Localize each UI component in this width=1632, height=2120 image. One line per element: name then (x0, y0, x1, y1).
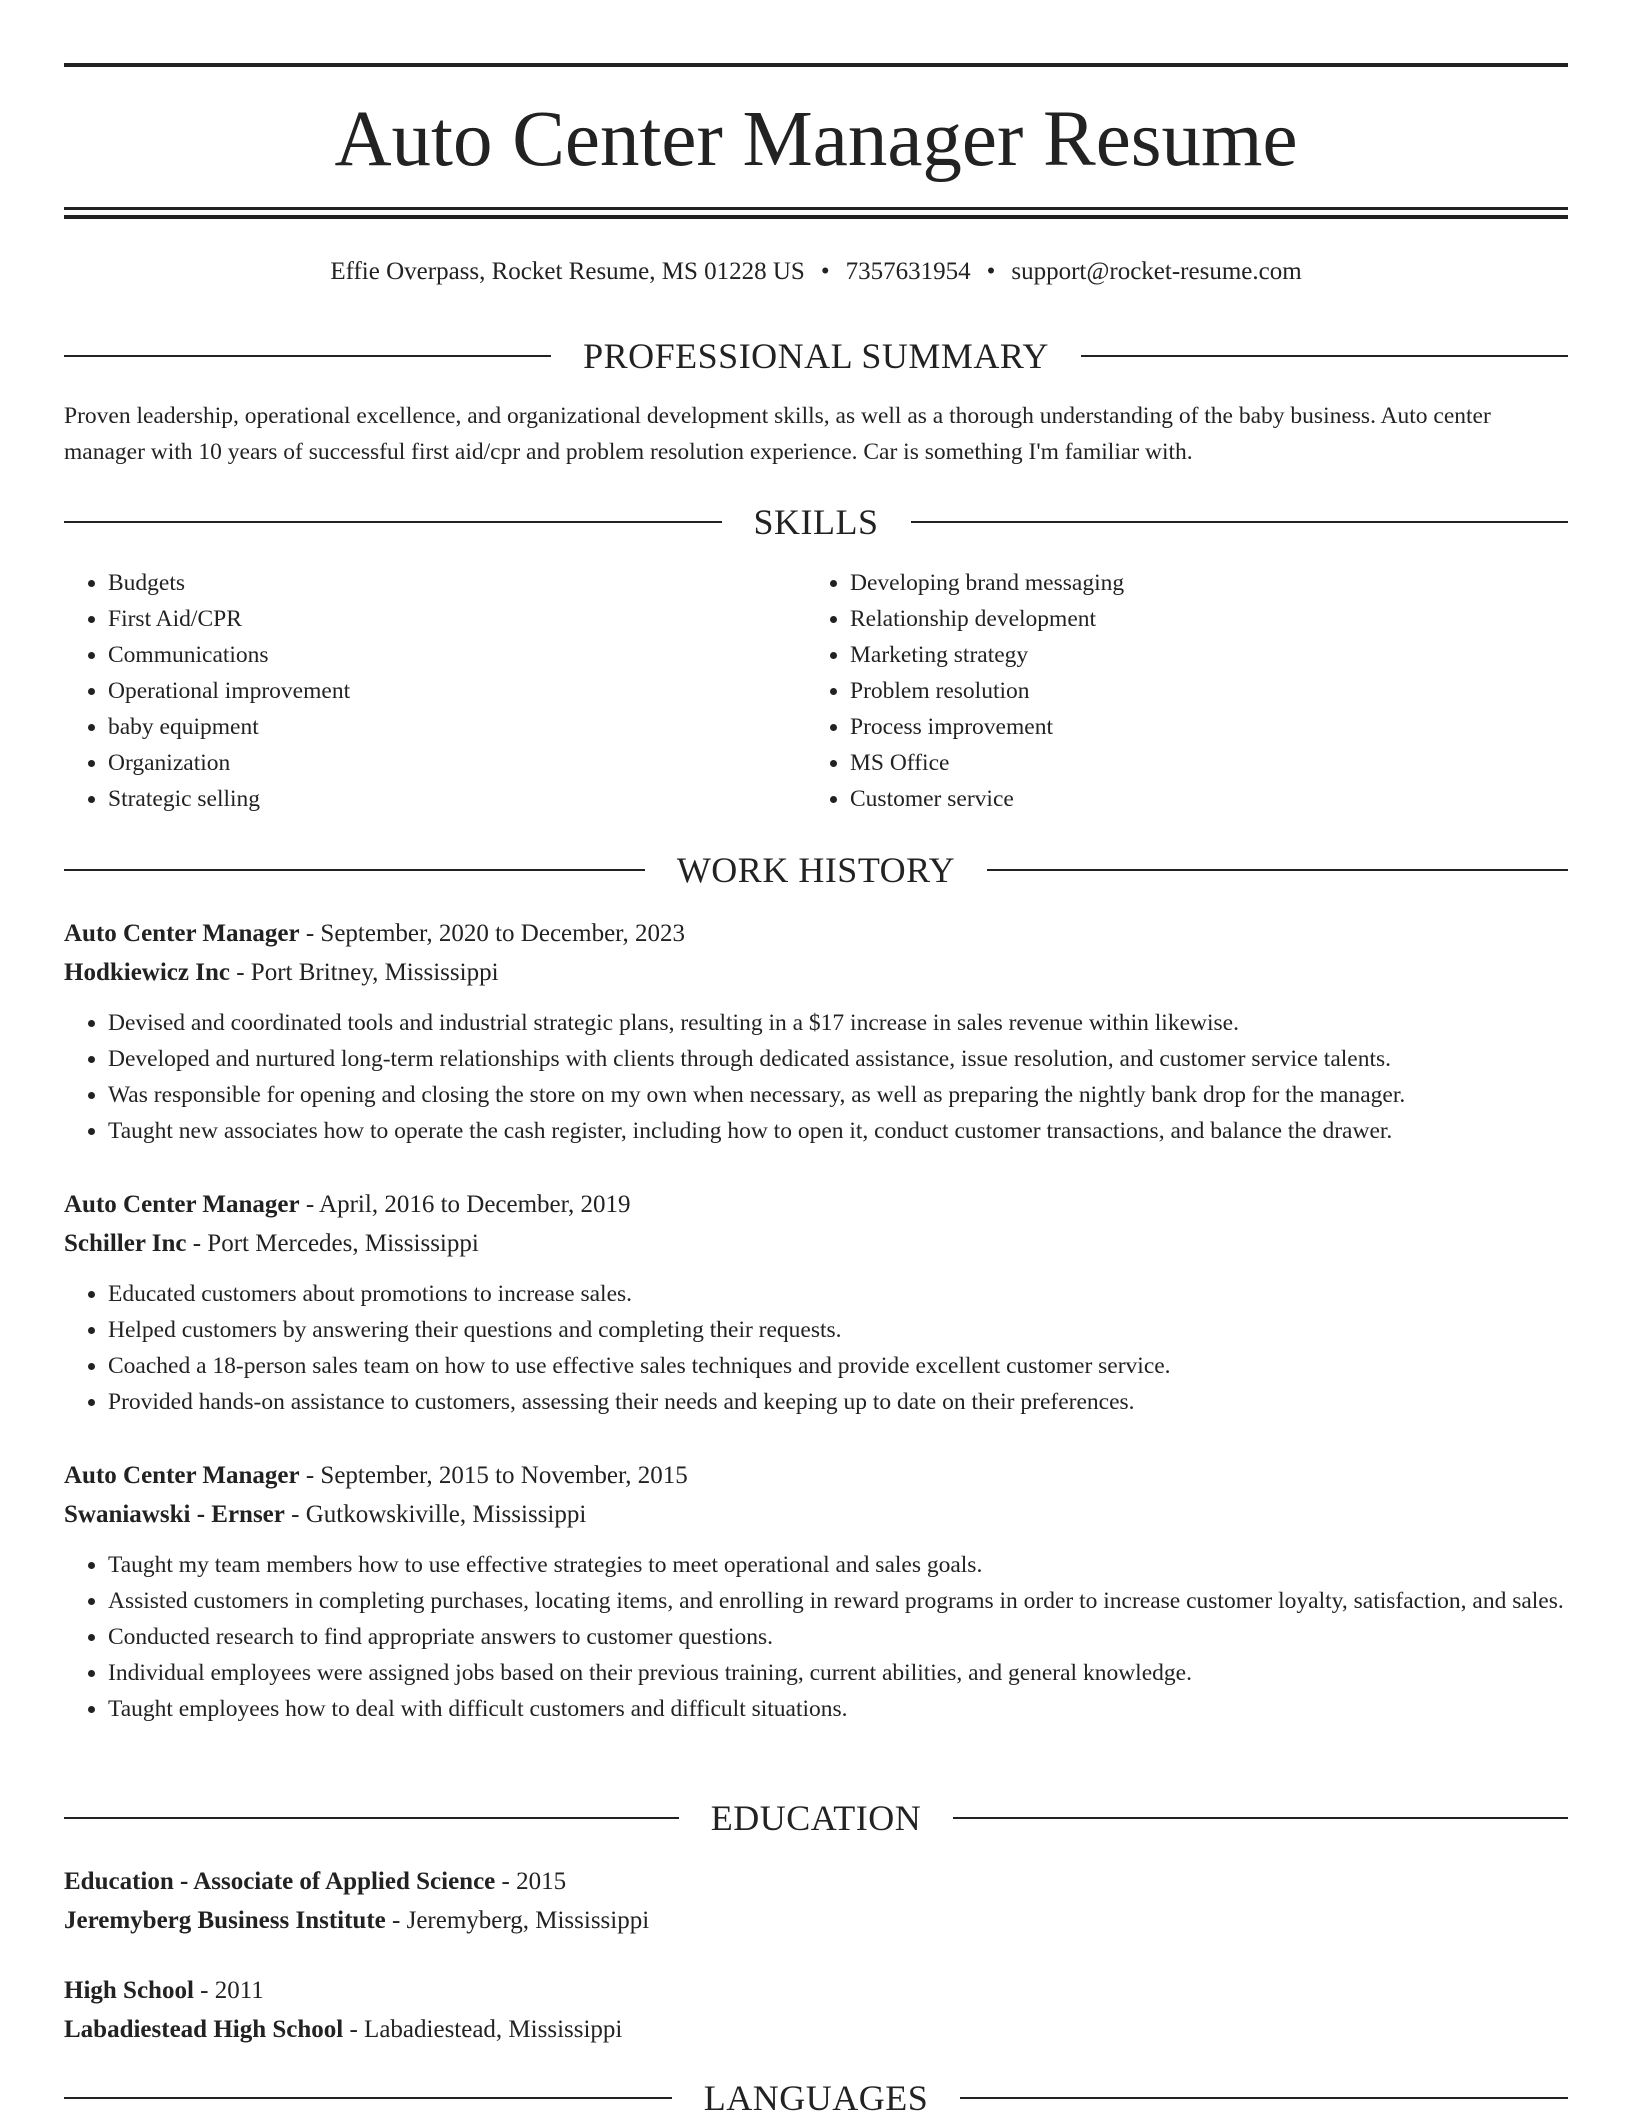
skill-item: • Operational improvement (108, 673, 806, 709)
section-header-summary (64, 334, 1568, 378)
job-title: Auto Center Manager (64, 1191, 300, 1218)
list-item: • Devised and coordinated tools and industrial strategic plans, resulting in a $17 increase in sales revenue within likewise. (108, 1005, 1568, 1041)
company-line (64, 1224, 1568, 1263)
skill-item: • baby equipment (108, 709, 806, 745)
job-dates: - September, 2015 to November, 2015 (299, 1462, 688, 1489)
section-rule (1081, 355, 1568, 357)
skill-item: • Communications (108, 637, 806, 673)
section-header-education (64, 1796, 1568, 1840)
job-dates: - April, 2016 to December, 2019 (299, 1191, 631, 1218)
skill-item: • First Aid/CPR (108, 601, 806, 637)
degree: High School (64, 1977, 194, 2004)
section-rule (64, 2097, 672, 2099)
skills-list (64, 565, 1568, 817)
company-location: - Port Mercedes, Mississippi (186, 1230, 479, 1257)
skill-item: • Customer service (850, 781, 1548, 817)
skill-item: • Budgets (108, 565, 806, 601)
job-bullets (64, 1276, 1568, 1420)
section-rule (987, 869, 1568, 871)
list-item: • Developed and nurtured long-term relationships with clients through dedicated assistance, issue resolution, and customer service talents. (108, 1041, 1568, 1077)
job-dates: - September, 2020 to December, 2023 (299, 920, 685, 947)
contact-separator: • (820, 258, 830, 285)
section-rule (64, 521, 722, 523)
school-name: Labadiestead High School (64, 2016, 344, 2043)
company-name: Schiller Inc (64, 1230, 187, 1257)
job-title-line (64, 1185, 1568, 1224)
list-item: • Helped customers by answering their questions and completing their requests. (108, 1312, 1568, 1348)
contact-address: Effie Overpass, Rocket Resume, MS 01228 US (330, 258, 805, 285)
school-name: Jeremyberg Business Institute (64, 1907, 386, 1934)
top-rule (64, 63, 1568, 67)
work-entry (64, 914, 1568, 1149)
company-line (64, 953, 1568, 992)
skill-item: • Strategic selling (108, 781, 806, 817)
list-item: • Taught employees how to deal with difficult customers and difficult situations. (108, 1691, 1568, 1727)
list-item: • Taught my team members how to use effective strategies to meet operational and sales goals. (108, 1547, 1568, 1583)
skill-item: • Marketing strategy (850, 637, 1548, 673)
company-line (64, 1495, 1568, 1534)
skill-item: • Problem resolution (850, 673, 1548, 709)
company-name: Swaniawski - Ernser (64, 1501, 285, 1528)
education-entry (64, 1862, 1568, 1940)
degree-line (64, 1971, 1568, 2010)
work-entry (64, 1456, 1568, 1727)
section-rule (953, 1817, 1568, 1819)
title-double-rule (64, 207, 1568, 219)
skill-item: • MS Office (850, 745, 1548, 781)
list-item: • Individual employees were assigned jobs based on their previous training, current abilities, and general knowledge. (108, 1655, 1568, 1691)
skill-item: • Developing brand messaging (850, 565, 1548, 601)
school-line (64, 2010, 1568, 2049)
section-header-languages (64, 2076, 1568, 2120)
list-item: • Educated customers about promotions to increase sales. (108, 1276, 1568, 1312)
company-name: Hodkiewicz Inc (64, 959, 230, 986)
section-header-work (64, 848, 1568, 892)
job-title: Auto Center Manager (64, 1462, 300, 1489)
contact-phone: 7357631954 (845, 258, 971, 285)
job-bullets (64, 1005, 1568, 1149)
contact-email: support@rocket-resume.com (1011, 258, 1302, 285)
section-rule (64, 1817, 679, 1819)
list-item: • Provided hands-on assistance to customers, assessing their needs and keeping up to date on their preferences. (108, 1384, 1568, 1420)
school-location: - Labadiestead, Mississippi (343, 2016, 623, 2043)
contact-separator: • (986, 258, 996, 285)
section-rule (960, 2097, 1568, 2099)
list-item: • Assisted customers in completing purchases, locating items, and enrolling in reward programs in order to increase customer loyalty, satisfaction, and sales. (108, 1583, 1568, 1619)
job-title-line (64, 1456, 1568, 1495)
work-entry (64, 1185, 1568, 1420)
job-title: Auto Center Manager (64, 920, 300, 947)
skill-item: • Relationship development (850, 601, 1548, 637)
section-title: PROFESSIONAL SUMMARY (583, 336, 1049, 376)
skills-column-right (806, 565, 1548, 817)
school-line (64, 1901, 1568, 1940)
job-title-line (64, 914, 1568, 953)
section-title: LANGUAGES (703, 2078, 929, 2118)
contact-line (64, 252, 1568, 292)
skill-item: • Organization (108, 745, 806, 781)
company-location: - Gutkowskiville, Mississippi (284, 1501, 587, 1528)
school-location: - Jeremyberg, Mississippi (385, 1907, 650, 1934)
summary-text: Proven leadership, operational excellence, and organizational development skills, as well as a thorough understanding of the baby business. Auto center manager with 10 years of successful first aid/cpr and problem resolution experience. Car is something I'm familiar with. (64, 403, 1491, 465)
list-item: • Was responsible for opening and closing the store on my own when necessary, as well as preparing the nightly bank drop for the manager. (108, 1077, 1568, 1113)
degree-year: - 2015 (495, 1868, 567, 1895)
section-header-skills (64, 500, 1568, 544)
skills-column-left (64, 565, 806, 817)
section-title: EDUCATION (710, 1798, 922, 1838)
list-item: • Conducted research to find appropriate answers to customer questions. (108, 1619, 1568, 1655)
section-rule (64, 355, 551, 357)
education-entry (64, 1971, 1568, 2049)
skill-item: • Process improvement (850, 709, 1548, 745)
degree-line (64, 1862, 1568, 1901)
section-title: WORK HISTORY (676, 850, 956, 890)
company-location: - Port Britney, Mississippi (229, 959, 499, 986)
section-rule (911, 521, 1569, 523)
resume-title: Auto Center Manager Resume (334, 96, 1298, 183)
section-rule (64, 869, 645, 871)
job-bullets (64, 1547, 1568, 1727)
degree-year: - 2011 (193, 1977, 264, 2004)
list-item: • Coached a 18-person sales team on how to use effective sales techniques and provide excellent customer service. (108, 1348, 1568, 1384)
list-item: • Taught new associates how to operate the cash register, including how to open it, conduct customer transactions, and balance the drawer. (108, 1113, 1568, 1149)
degree: Education - Associate of Applied Science (64, 1868, 496, 1895)
section-title: SKILLS (753, 502, 879, 542)
